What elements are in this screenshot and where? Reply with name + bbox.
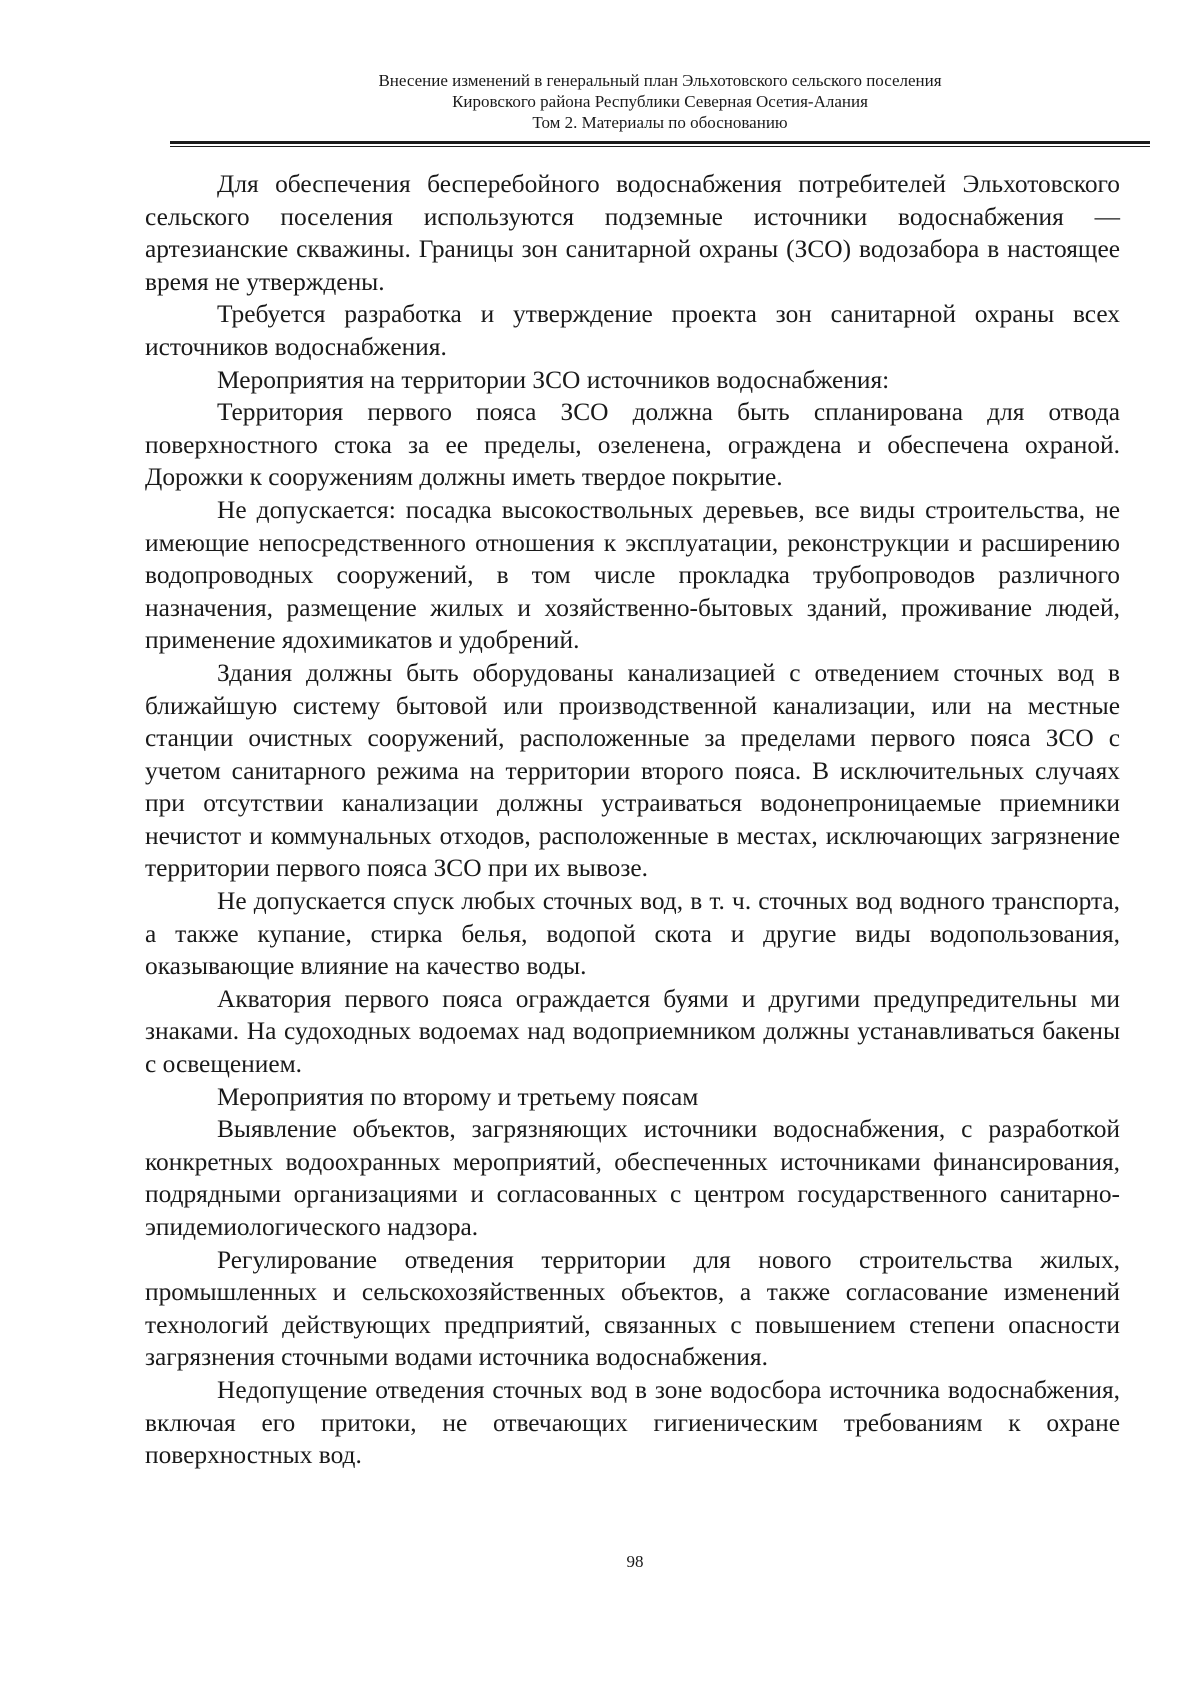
paragraph: Недопущение отведения сточных вод в зоне водосбора источника водоснабжения, включая его притоки, не отвечающих гигиеническим требованиям к охране поверхностных вод. — [145, 1375, 1120, 1470]
paragraph: Требуется разработка и утверждение проекта зон санитарной охраны всех источников водоснабжения. — [145, 300, 1120, 361]
paragraph: Для обеспечения бесперебойного водоснабжения потребителей Эльхотовского сельского поселения используются подземные источники водоснабжения — артезианские скважины. Границы зон санитарной охраны (ЗСО) водозабора в настоящее время не утверждены. — [145, 170, 1120, 296]
header-line-1: Внесение изменений в генеральный план Эльхотовского сельского поселения — [378, 71, 942, 90]
paragraph-heading: Мероприятия на территории ЗСО источников водоснабжения: — [217, 365, 890, 394]
running-header — [170, 70, 1150, 133]
paragraph: Здания должны быть оборудованы канализацией с отведением сточных вод в ближайшую систему бытовой или производственной канализации, или на местные станции очистных сооружений, расположенные за пределами первого пояса ЗСО с учетом санитарного режима на территории второго пояса. В исключительных случаях при отсутствии канализации должны устраиваться водонепроницаемые приемники нечистот и коммунальных отходов, расположенные в местах, исключающих загрязнение территории первого пояса ЗСО при их вывозе. — [145, 658, 1120, 883]
paragraph: Не допускается: посадка высокоствольных деревьев, все виды строительства, не имеющие непосредственного отношения к эксплуатации, реконструкции и расширению водопроводных сооружений, в том числе прокладка трубопроводов различного назначения, размещение жилых и хозяйственно-бытовых зданий, проживание людей, применение ядохимикатов и удобрений. — [145, 495, 1120, 655]
header-line-2: Кировского района Республики Северная Осетия-Алания — [452, 92, 868, 111]
page-number: 98 — [626, 1552, 644, 1571]
header-divider — [170, 141, 1150, 147]
paragraph: Не допускается спуск любых сточных вод, в т. ч. сточных вод водного транспорта, а также купание, стирка белья, водопой скота и другие виды водопользования, оказывающие влияние на качество воды. — [145, 887, 1120, 981]
paragraph: Территория первого пояса ЗСО должна быть спланирована для отвода поверхностного стока за ее пределы, озеленена, ограждена и обеспечена охраной. Дорожки к сооружениям должны иметь твердое покрытие. — [145, 398, 1120, 492]
header-line-3: Том 2. Материалы по обоснованию — [532, 113, 788, 132]
paragraph-heading: Мероприятия по второму и третьему поясам — [217, 1082, 699, 1111]
paragraph: Выявление объектов, загрязняющих источники водоснабжения, с разработкой конкретных водоохранных мероприятий, обеспеченных источниками финансирования, подрядными организациями и согласованных с центром государственного санитарно-эпидемиологического надзора. — [145, 1115, 1120, 1241]
paragraph: Регулирование отведения территории для нового строительства жилых, промышленных и сельскохозяйственных объектов, а также согласование изменений технологий действующих предприятий, связанных с повышением степени опасности загрязнения сточными водами источника водоснабжения. — [145, 1245, 1120, 1372]
body-text — [145, 168, 1120, 1472]
paragraph: Акватория первого пояса ограждается буями и другими предупредительны ми знаками. На судоходных водоемах над водоприемником должны устанавливаться бакены с освещением. — [145, 984, 1120, 1079]
